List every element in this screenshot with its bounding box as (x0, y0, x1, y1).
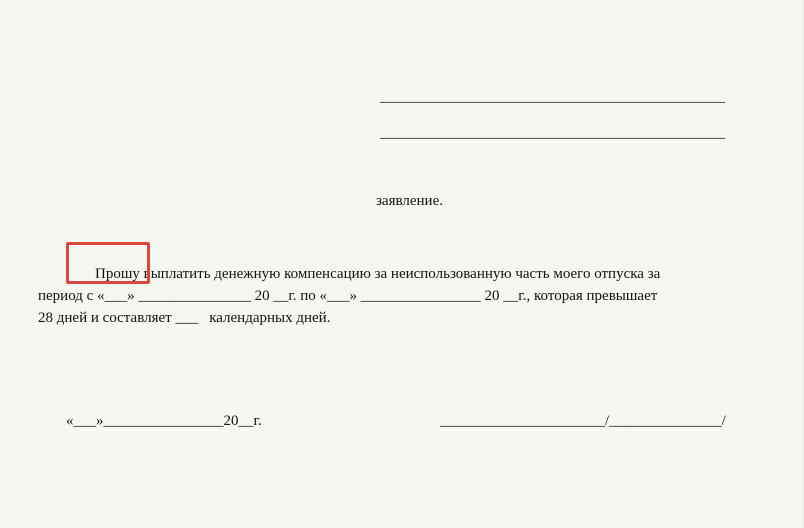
date-line: «___»________________20__г. (66, 413, 262, 429)
request-paragraph-line-3: 28 дней и составляет ___ календарных дней. (38, 310, 331, 326)
request-paragraph-line-2: период с «___» _______________ 20 __г. по «___» ________________ 20 __г., которая превышает (38, 288, 658, 304)
recipient-line-2: ______________________________________________ (380, 125, 725, 141)
signature-line: ______________________/_______________/ (440, 413, 726, 429)
recipient-line-1: ______________________________________________ (380, 89, 725, 105)
request-paragraph-line-1: Прошу выплатить денежную компенсацию за неиспользованную часть моего отпуска за (95, 266, 661, 282)
document-title: заявление. (376, 193, 443, 209)
request-body (38, 263, 772, 329)
